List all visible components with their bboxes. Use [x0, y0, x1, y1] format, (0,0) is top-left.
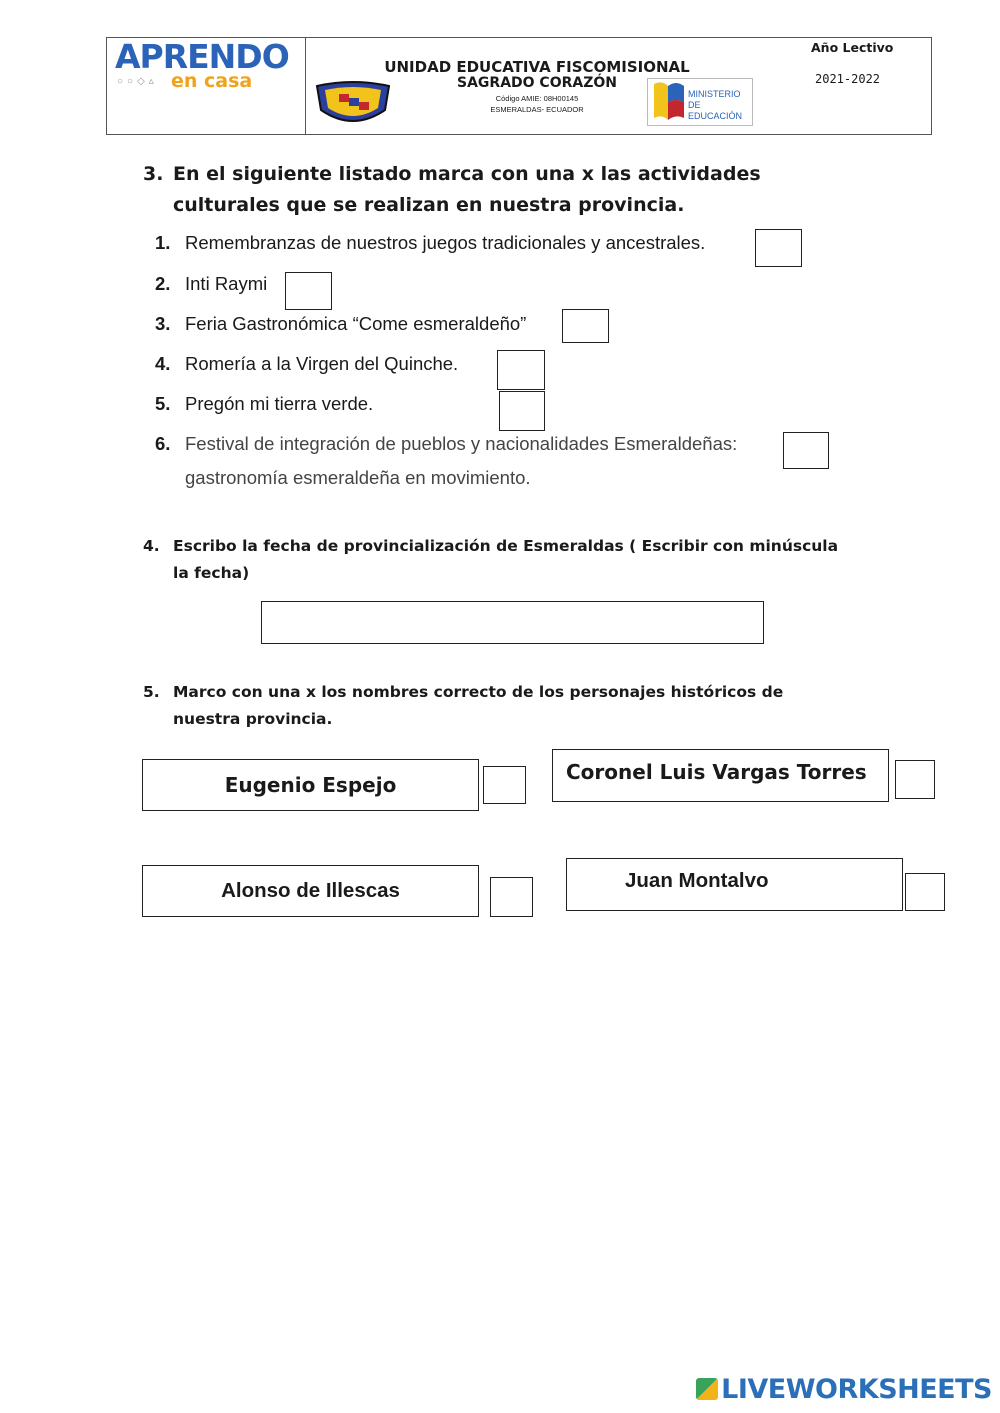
checkbox-name-4[interactable] [905, 873, 945, 911]
checkbox-activity-2[interactable] [285, 272, 332, 310]
checkbox-activity-3[interactable] [562, 309, 609, 343]
list-item: 4. Romería a la Virgen del Quinche. [155, 353, 459, 374]
name-option-luis-vargas-torres: Coronel Luis Vargas Torres [552, 749, 889, 802]
name-option-juan-montalvo: Juan Montalvo [566, 858, 903, 911]
question-5-prompt: Marco con una x los nombres correcto de los personajes históricos de nuestra provincia. [173, 683, 784, 728]
question-5: 5. Marco con una x los nombres correcto de los personajes históricos de nuestra provincia. [143, 679, 843, 733]
checkbox-name-1[interactable] [483, 766, 526, 804]
school-code: Código AMIE: 08H00145 [495, 94, 579, 103]
aprendo-en-casa-logo: APRENDO ○○◇▵ en casa [115, 37, 289, 92]
list-item-continuation: gastronomía esmeraldeña en movimiento. [185, 467, 531, 488]
name-option-eugenio-espejo: Eugenio Espejo [142, 759, 479, 811]
checkbox-activity-5[interactable] [499, 391, 545, 431]
question-3: 3. En el siguiente listado marca con una x las actividades culturales que se realizan en nuestra provincia. [143, 159, 863, 221]
list-item: 6. Festival de integración de pueblos y nacionalidades Esmeraldeñas: [155, 433, 738, 454]
name-option-alonso-de-illescas: Alonso de Illescas [142, 865, 479, 917]
question-4: 4. Escribo la fecha de provincialización de Esmeraldas ( Escribir con minúscula la fecha) [143, 533, 843, 587]
header [106, 37, 932, 135]
logo-dots: ○○◇▵ [117, 76, 158, 87]
list-item: 3. Feria Gastronómica “Come esmeraldeño” [155, 313, 527, 334]
year-value: 2021-2022 [815, 72, 881, 86]
question-4-prompt: Escribo la fecha de provincialización de Esmeraldas ( Escribir con minúscula la fecha) [173, 537, 839, 582]
year-label: Año Lectivo [811, 40, 894, 55]
liveworksheets-icon [696, 1378, 718, 1400]
list-item: 2. Inti Raymi [155, 273, 268, 294]
checkbox-name-3[interactable] [490, 877, 533, 917]
liveworksheets-watermark: LIVEWORKSHEETS [696, 1374, 992, 1405]
ministry-flag-icon [650, 80, 688, 124]
checkbox-activity-1[interactable] [755, 229, 802, 267]
list-item: 1. Remembranzas de nuestros juegos tradicionales y ancestrales. [155, 232, 706, 253]
question-3-prompt: En el siguiente listado marca con una x las actividades culturales que se realizan en nuestra provincia. [173, 163, 761, 216]
header-divider [305, 38, 306, 134]
date-answer-input[interactable] [261, 601, 764, 644]
school-subname: SAGRADO CORAZÓN [457, 75, 617, 91]
school-name: UNIDAD EDUCATIVA FISCOMISIONAL [384, 58, 690, 76]
checkbox-activity-6[interactable] [783, 432, 829, 469]
checkbox-activity-4[interactable] [497, 350, 545, 390]
school-location: ESMERALDAS- ECUADOR [490, 105, 584, 114]
checkbox-name-2[interactable] [895, 760, 935, 799]
list-item: 5. Pregón mi tierra verde. [155, 393, 374, 414]
ministry-logo: MINISTERIO DE EDUCACIÓN [647, 78, 753, 126]
